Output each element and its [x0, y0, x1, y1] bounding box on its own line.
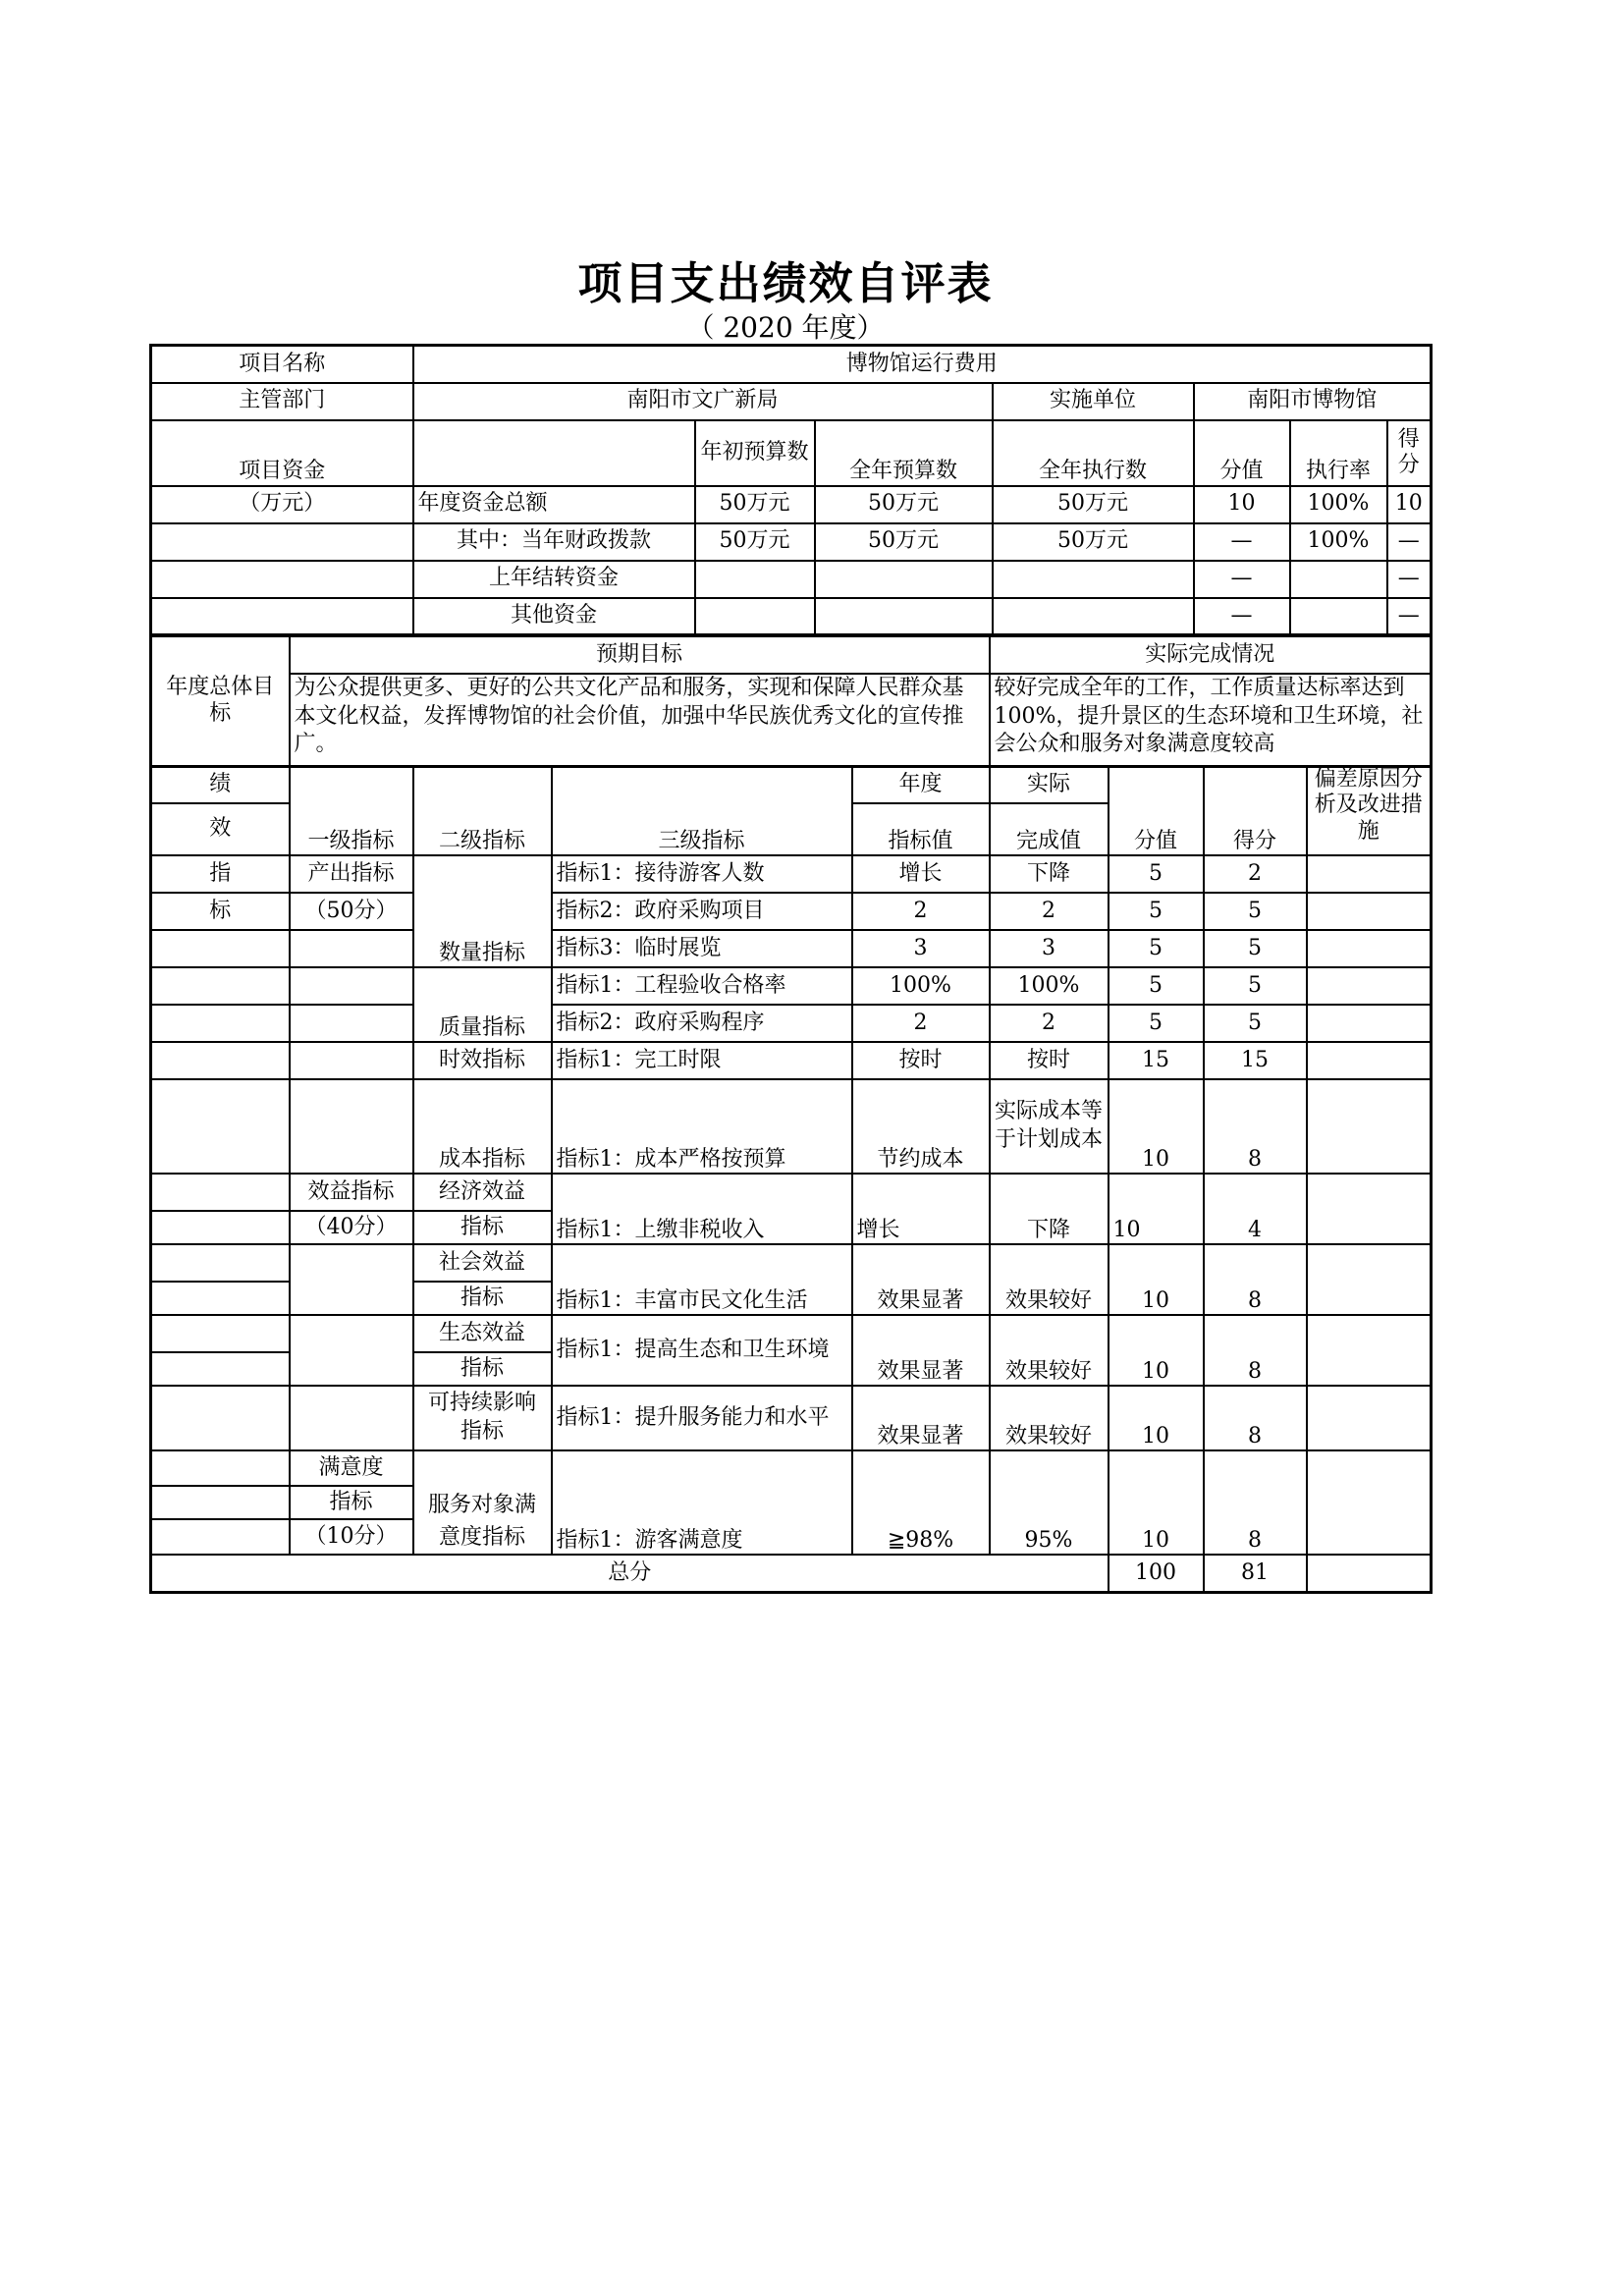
- indicator-name: 指标1：成本严格按预算: [552, 1079, 852, 1174]
- indicator-actual: 实际成本等于计划成本: [990, 1079, 1109, 1174]
- indicator-score: 10: [1109, 1174, 1204, 1244]
- level2-header: 二级指标: [413, 766, 552, 855]
- level1-empty: [290, 967, 413, 1005]
- indicator-got: 5: [1204, 967, 1307, 1005]
- impl-value: 南阳市博物馆: [1194, 383, 1432, 420]
- side-empty: [151, 1174, 290, 1211]
- goals-label: 年度总体目标: [151, 636, 290, 766]
- indicator-reason: [1307, 1450, 1432, 1555]
- funds-got: —: [1387, 561, 1432, 598]
- indicator-name: 指标2：政府采购程序: [552, 1005, 852, 1042]
- funds-got: 10: [1387, 486, 1432, 523]
- side-empty: [151, 1282, 290, 1315]
- funds-got: —: [1387, 523, 1432, 561]
- level2-quality: 质量指标: [413, 967, 552, 1042]
- level2-social: 社会效益: [413, 1244, 552, 1282]
- side-empty: [151, 1079, 290, 1174]
- level2-quantity: 数量指标: [413, 855, 552, 967]
- indicator-target: 效果显著: [852, 1244, 990, 1315]
- level2-economic-sub: 指标: [413, 1211, 552, 1244]
- level2-ecological: 生态效益: [413, 1315, 552, 1352]
- funds-label: 项目资金: [151, 420, 413, 486]
- col-got: 得分: [1387, 420, 1432, 486]
- total-label: 总分: [151, 1555, 1109, 1592]
- level1-empty: [290, 1042, 413, 1079]
- indicator-actual: 2: [990, 893, 1109, 930]
- indicator-name: 指标1：提升服务能力和水平: [552, 1386, 852, 1450]
- level1-empty: [290, 1005, 413, 1042]
- indicator-score: 10: [1109, 1315, 1204, 1386]
- funds-empty-cell: [151, 561, 413, 598]
- side-empty: [151, 1244, 290, 1282]
- indicator-target: 节约成本: [852, 1079, 990, 1174]
- funds-unit-label: （万元）: [151, 486, 413, 523]
- level1-satisfaction: 满意度: [290, 1450, 413, 1486]
- indicator-score: 15: [1109, 1042, 1204, 1079]
- col-exec: 全年执行数: [993, 420, 1194, 486]
- level1-benefit-points: （40分）: [290, 1211, 413, 1244]
- level1-empty: [290, 930, 413, 967]
- indicator-reason: [1307, 1005, 1432, 1042]
- indicator-actual: 下降: [990, 1174, 1109, 1244]
- actual-result-header: 实际完成情况: [990, 636, 1432, 674]
- score-header: 分值: [1109, 766, 1204, 855]
- level1-output: 产出指标: [290, 855, 413, 893]
- funds-score: 10: [1194, 486, 1290, 523]
- col-full-budget: 全年预算数: [815, 420, 993, 486]
- project-name-label: 项目名称: [151, 346, 413, 383]
- side-label: 绩: [151, 766, 290, 803]
- funds-full: 50万元: [815, 523, 993, 561]
- indicator-got: 8: [1204, 1079, 1307, 1174]
- col-initial-budget: 年初预算数: [695, 420, 815, 486]
- side-empty: [151, 1005, 290, 1042]
- got-header: 得分: [1204, 766, 1307, 855]
- indicator-reason: [1307, 1315, 1432, 1386]
- side-empty: [151, 1315, 290, 1352]
- funds-table: [149, 344, 1433, 636]
- level1-benefit: 效益指标: [290, 1174, 413, 1211]
- indicator-reason: [1307, 1244, 1432, 1315]
- indicator-reason: [1307, 967, 1432, 1005]
- indicator-got: 8: [1204, 1315, 1307, 1386]
- indicator-actual: 效果较好: [990, 1244, 1109, 1315]
- year-header-sub: 指标值: [852, 803, 990, 855]
- level2-social-sub: 指标: [413, 1282, 552, 1315]
- funds-rate: [1290, 598, 1387, 635]
- col-rate: 执行率: [1290, 420, 1387, 486]
- funds-row-label: 其他资金: [413, 598, 695, 635]
- indicator-target: 100%: [852, 967, 990, 1005]
- indicator-name: 指标2：政府采购项目: [552, 893, 852, 930]
- indicator-got: 4: [1204, 1174, 1307, 1244]
- indicator-score: 10: [1109, 1244, 1204, 1315]
- funds-full: [815, 561, 993, 598]
- side-empty: [151, 967, 290, 1005]
- indicator-actual: 下降: [990, 855, 1109, 893]
- level1-empty: [290, 1386, 413, 1450]
- indicator-reason: [1307, 855, 1432, 893]
- funds-exec: [993, 561, 1194, 598]
- indicator-got: 8: [1204, 1244, 1307, 1315]
- indicator-reason: [1307, 1174, 1432, 1244]
- funds-exec: [993, 598, 1194, 635]
- funds-got: —: [1387, 598, 1432, 635]
- indicator-score: 10: [1109, 1450, 1204, 1555]
- side-empty: [151, 1386, 290, 1450]
- indicator-score: 5: [1109, 855, 1204, 893]
- side-label: 标: [151, 893, 290, 930]
- actual-header: 实际: [990, 766, 1109, 803]
- indicator-reason: [1307, 1042, 1432, 1079]
- funds-exec: 50万元: [993, 486, 1194, 523]
- funds-rate: 100%: [1290, 523, 1387, 561]
- dept-value: 南阳市文广新局: [413, 383, 993, 420]
- total-got: 81: [1204, 1555, 1307, 1592]
- level2-cost: 成本指标: [413, 1079, 552, 1174]
- level1-satisfaction-points: （10分）: [290, 1519, 413, 1555]
- funds-rate: 100%: [1290, 486, 1387, 523]
- expected-goal-text: 为公众提供更多、更好的公共文化产品和服务，实现和保障人民群众基本文化权益，发挥博物馆的社会价值，加强中华民族优秀文化的宣传推广。: [290, 674, 990, 766]
- indicator-got: 8: [1204, 1386, 1307, 1450]
- level1-satisfaction-sub: 指标: [290, 1486, 413, 1519]
- indicator-reason: [1307, 1079, 1432, 1174]
- indicator-name: 指标3：临时展览: [552, 930, 852, 967]
- funds-empty-cell: [413, 420, 695, 486]
- indicator-score: 5: [1109, 1005, 1204, 1042]
- indicator-reason: [1307, 930, 1432, 967]
- indicator-score: 10: [1109, 1386, 1204, 1450]
- funds-full: [815, 598, 993, 635]
- funds-empty-cell: [151, 598, 413, 635]
- level1-empty: [290, 1079, 413, 1174]
- side-empty: [151, 1450, 290, 1486]
- indicator-score: 5: [1109, 930, 1204, 967]
- funds-initial: 50万元: [695, 523, 815, 561]
- funds-initial: [695, 561, 815, 598]
- indicator-name: 指标1：丰富市民文化生活: [552, 1244, 852, 1315]
- indicator-actual: 2: [990, 1005, 1109, 1042]
- indicator-target: ≧98%: [852, 1450, 990, 1555]
- level1-header: 一级指标: [290, 766, 413, 855]
- indicator-target: 2: [852, 1005, 990, 1042]
- funds-row-label: 年度资金总额: [413, 486, 695, 523]
- funds-score: —: [1194, 523, 1290, 561]
- indicator-actual: 95%: [990, 1450, 1109, 1555]
- level2-service-satisfaction: 服务对象满意度指标: [413, 1450, 552, 1555]
- level1-empty: [290, 1244, 413, 1315]
- side-empty: [151, 1211, 290, 1244]
- goals-table: [149, 635, 1433, 768]
- indicator-name: 指标1：接待游客人数: [552, 855, 852, 893]
- funds-score: —: [1194, 598, 1290, 635]
- side-empty: [151, 1519, 290, 1555]
- dept-label: 主管部门: [151, 383, 413, 420]
- funds-exec: 50万元: [993, 523, 1194, 561]
- side-label: 指: [151, 855, 290, 893]
- level2-sustainability: 可持续影响指标: [413, 1386, 552, 1450]
- project-name-value: 博物馆运行费用: [413, 346, 1432, 383]
- indicator-reason: [1307, 893, 1432, 930]
- indicator-name: 指标1：提高生态和卫生环境: [552, 1315, 852, 1386]
- level1-output-points: （50分）: [290, 893, 413, 930]
- actual-result-text: 较好完成全年的工作，工作质量达标率达到100%，提升景区的生态环境和卫生环境，社会公众和服务对象满意度较高: [990, 674, 1432, 766]
- funds-score: —: [1194, 561, 1290, 598]
- actual-header-sub: 完成值: [990, 803, 1109, 855]
- indicator-got: 5: [1204, 893, 1307, 930]
- indicator-actual: 3: [990, 930, 1109, 967]
- indicator-score: 5: [1109, 967, 1204, 1005]
- indicator-target: 效果显著: [852, 1315, 990, 1386]
- funds-initial: [695, 598, 815, 635]
- col-score: 分值: [1194, 420, 1290, 486]
- side-label: 效: [151, 803, 290, 855]
- indicator-score: 10: [1109, 1079, 1204, 1174]
- page-subtitle: （ 2020 年度）: [686, 311, 885, 344]
- level2-time: 时效指标: [413, 1042, 552, 1079]
- indicator-name: 指标1：完工时限: [552, 1042, 852, 1079]
- side-empty: [151, 1042, 290, 1079]
- indicator-actual: 100%: [990, 967, 1109, 1005]
- page-title: 项目支出绩效自评表: [577, 257, 994, 309]
- year-header: 年度: [852, 766, 990, 803]
- expected-goal-header: 预期目标: [290, 636, 990, 674]
- indicator-got: 5: [1204, 930, 1307, 967]
- indicator-score: 5: [1109, 893, 1204, 930]
- funds-row-label: 上年结转资金: [413, 561, 695, 598]
- level2-ecological-sub: 指标: [413, 1352, 552, 1386]
- indicator-got: 5: [1204, 1005, 1307, 1042]
- indicator-target: 2: [852, 893, 990, 930]
- funds-initial: 50万元: [695, 486, 815, 523]
- indicator-target: 增长: [852, 1174, 990, 1244]
- indicator-target: 效果显著: [852, 1386, 990, 1450]
- indicator-actual: 按时: [990, 1042, 1109, 1079]
- funds-empty-cell: [151, 523, 413, 561]
- funds-row-label: 其中：当年财政拨款: [413, 523, 695, 561]
- funds-rate: [1290, 561, 1387, 598]
- indicator-name: 指标1：游客满意度: [552, 1450, 852, 1555]
- indicator-name: 指标1：上缴非税收入: [552, 1174, 852, 1244]
- side-empty: [151, 1486, 290, 1519]
- impl-label: 实施单位: [993, 383, 1194, 420]
- indicator-reason: [1307, 1386, 1432, 1450]
- indicators-table: [149, 765, 1433, 1594]
- indicator-target: 3: [852, 930, 990, 967]
- indicator-got: 8: [1204, 1450, 1307, 1555]
- level1-empty: [290, 1315, 413, 1386]
- side-empty: [151, 930, 290, 967]
- total-score: 100: [1109, 1555, 1204, 1592]
- reason-header: 偏差原因分析及改进措施: [1307, 766, 1432, 855]
- indicator-target: 按时: [852, 1042, 990, 1079]
- indicator-actual: 效果较好: [990, 1386, 1109, 1450]
- indicator-name: 指标1：工程验收合格率: [552, 967, 852, 1005]
- level2-economic: 经济效益: [413, 1174, 552, 1211]
- total-reason: [1307, 1555, 1432, 1592]
- indicator-target: 增长: [852, 855, 990, 893]
- funds-full: 50万元: [815, 486, 993, 523]
- indicator-got: 2: [1204, 855, 1307, 893]
- level3-header: 三级指标: [552, 766, 852, 855]
- indicator-actual: 效果较好: [990, 1315, 1109, 1386]
- side-empty: [151, 1352, 290, 1386]
- indicator-got: 15: [1204, 1042, 1307, 1079]
